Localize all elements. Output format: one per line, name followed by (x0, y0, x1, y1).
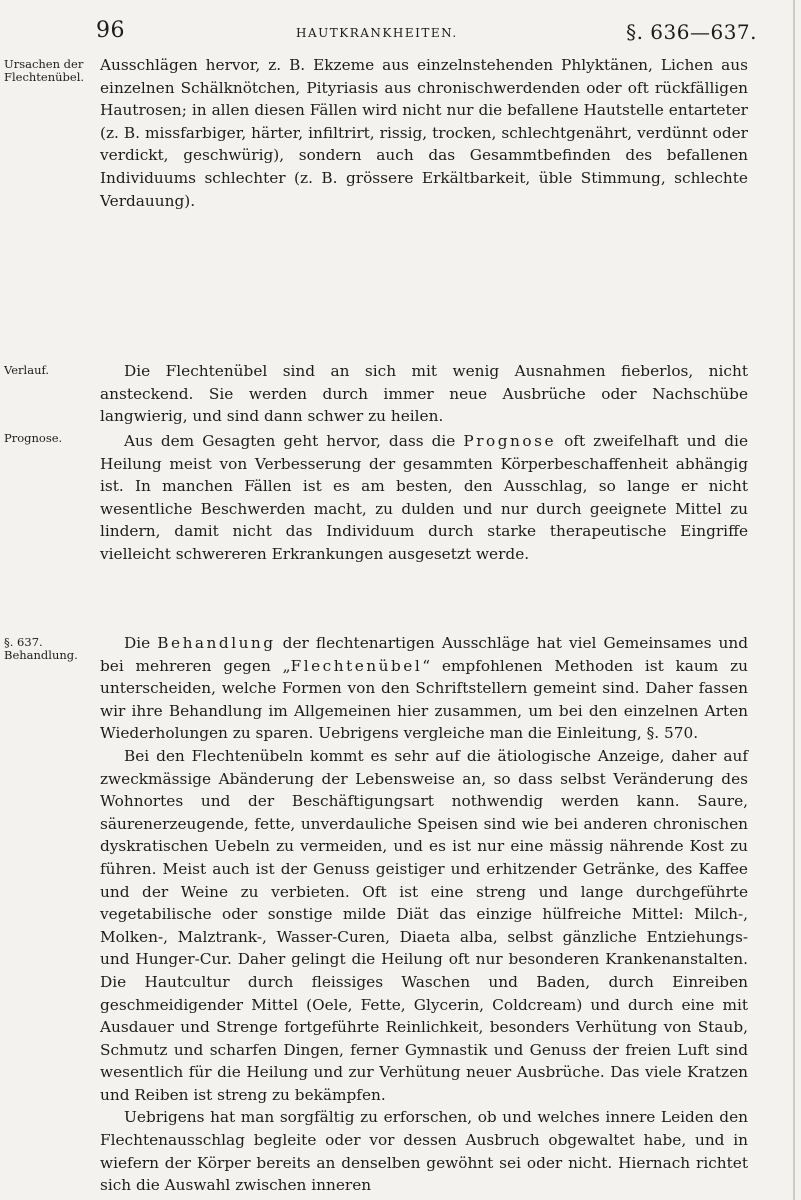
page-edge-shadow (793, 0, 795, 1200)
section-range: §. 636—637. (626, 20, 757, 44)
text-run: “ empfohlenen Methoden ist kaum zu unterscheiden, welche Formen von den Schriftstellern gemeint sind. Daher fassen wir ihre Behandlung im Allgemeinen hier zusammen, um bei den einzelnen Arten Wiederholungen zu sparen. Uebrigens vergleiche man die Einleitung, §. 570. (100, 656, 748, 743)
paragraph-causes (100, 54, 748, 212)
text-run: oft zweifelhaft und die Heilung meist von Verbesserung der gesammten Körperbeschaffenheit abhängig ist. In manchen Fällen ist es am besten, den Ausschlag, so lange er nicht wesentliche Beschwerden macht, zu dulden und nur durch geeignete Mittel zu lindern, damit nicht das Individuum durch starke therapeutische Eingriffe vielleicht schwereren Erkrankungen ausgesetzt werde. (100, 432, 749, 563)
paragraph-prognosis (100, 430, 748, 566)
margin-note-prognosis: Prognose. (4, 431, 63, 445)
paragraph-treatment (100, 632, 748, 1197)
paragraph-text: Bei den Flechtenübeln kommt es sehr auf die ätiologische Anzeige, daher auf zweckmässige Abänderung der Lebensweise an, so dass selbst Veränderung des Wohnortes und der Beschäftigungsart nothwendig werden kann. Saure, säurenerzeugende, fette, unverdauliche Speisen sind wie bei anderen chronischen dyskratischen Uebeln zu vermeiden, und es ist nur eine mässig nährende Kost zu führen. Meist auch ist der Genuss geistiger und erhitzender Getränke, des Kaffee und der Weine zu verbieten. Oft ist eine streng und lange durchgeführte vegetabilische oder sonstige milde Diät das einzige hülfreiche Mittel: Milch-, Molken-, Malztrank-, Wasser-Curen, Diaeta alba, selbst gänzliche Entziehungs- und Hunger-Cur. Daher gelingt die Heilung oft nur besonderen Krankenanstalten. Die Hautcultur durch fleissiges Waschen und Baden, durch Einreiben geschmeidigender Mittel (Oele, Fette, Glycerin, Coldcream) und durch eine mit Ausdauer und Strenge fortgeführte Reinlichkeit, besonders Verhütung von Staub, Schmutz und scharfen Dingen, ferner Gymnastik und Genuss der freien Luft sind wesentlich für die Heilung und zur Verhütung neuer Ausbrüche. Das viele Kratzen und Reiben ist streng zu bekämpfen. (100, 746, 748, 1104)
emphasis-flechtenuebel: Flechtenübel (290, 656, 423, 675)
page-header (96, 18, 757, 52)
text-run: Die (124, 634, 158, 652)
paragraph-text (100, 430, 748, 566)
emphasis-prognose: Prognose (463, 432, 556, 450)
page-number: 96 (96, 18, 125, 43)
emphasis-behandlung: Behandlung (157, 634, 276, 652)
margin-note-course: Verlauf. (4, 363, 49, 377)
text-run: Aus dem Gesagten geht hervor, dass die (124, 432, 464, 450)
text-run: der flechtenartigen Ausschläge hat viel Gemeinsames und bei mehreren gegen „ (100, 634, 748, 675)
paragraph-text (100, 632, 748, 745)
margin-note-causes: Ursachen der Flechtenübel. (4, 57, 85, 84)
margin-note-section-637: §. 637. Behandlung. (4, 635, 78, 662)
paragraph-course (100, 360, 748, 428)
paragraph-text: Ausschlägen hervor, z. B. Ekzeme aus einzelnstehenden Phlyktänen, Lichen aus einzelnen Schälknötchen, Pityriasis aus chronischwerdenden oder oft rückfälligen Hautrosen; in allen diesen Fällen wird nicht nur die befallene Hautstelle entarteter (z. B. missfarbiger, härter, infiltrirt, rissig, trocken, schlechtgenährt, verdünnt oder verdickt, geschwürig), sondern auch das Gesammtbefinden des befallenen Individuums schlechter (z. B. grössere Erkältbarkeit, üble Stimmung, schlechte Verdauung). (100, 56, 748, 210)
running-title: HAUTKRANKHEITEN. (296, 26, 458, 40)
paragraph-text: Die Flechtenübel sind an sich mit wenig Ausnahmen fieberlos, nicht ansteckend. Sie werden durch immer neue Ausbrüche oder Nachschübe langwierig, und sind dann schwer zu heilen. (100, 362, 748, 426)
paragraph-text: Uebrigens hat man sorgfältig zu erforschen, ob und welches innere Leiden den Flechtenausschlag begleite oder vor dessen Ausbruch obgewaltet habe, und in wiefern der Körper bereits an denselben gewöhnt sei oder nicht. Hiernach richtet sich die Auswahl zwischen inneren (100, 1108, 748, 1195)
